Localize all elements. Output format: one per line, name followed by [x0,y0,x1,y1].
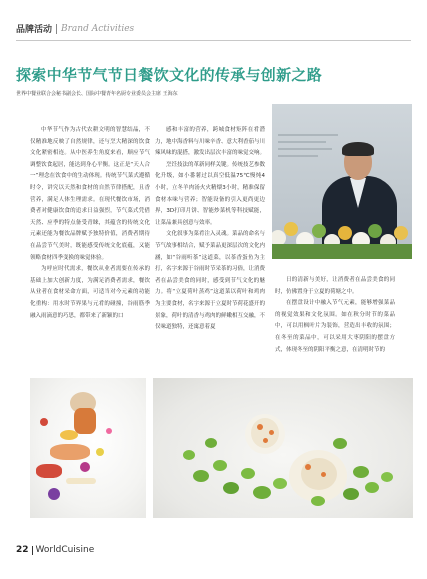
paragraph: 在摆盘设计中融入节气元素，能够增强菜品的视觉效果和文化氛围。如在秋分时节的菜品中，可以用枫叶片为装饰，营造出丰收的氛围；在冬至的菜品中，可以采用大枣阴阳的摆盘方式，体现冬至的阴阳平衡之意，在清明时节的 [275,300,395,353]
paragraph: 日的清新与美好，让消费者在品尝美食的同时，仿佛置身于立夏的荷塘之中。 [275,277,395,295]
paragraph: 中华节气作为古代农耕文明的智慧结晶，不仅精准地反映了自然规律，还与烹大精深的饮食文化紧密相连。从中医养生角度来看，顺应节气调整饮食起居，能达到身心平衡。这正是“天人合一”理念在饮食中的生动体现。传统节气菜式遵循时令，讲究以天然和食材的自然节律搭配，且香营养，满足人体生理需求。在现代餐饮市场，消费者对健康饮食的追求日益强烈，节气菜式凭借天然、应季的特点备受青睐，其蕴含的传统文化元素还能为餐饮品牌赋予独特价值，消费者期待在品尝节气美时，既能感受传统文化底蕴，又能领略食材四季变换的味觉体验。 [30,127,150,261]
page-number: 22 [16,545,29,555]
dish-photo-1 [30,378,146,518]
paragraph: 为呼应时代需求，餐饮从业者需要在传承的基础上加大创新力度，为满足消费者需求，餐饮从业者在食材采命方面，可适当对今元素的功能化重构：用水时节界果与元肴的碰撞，谷雨筋季融入雨滴意的巧思，都带来了新颖的口 [30,266,150,319]
article-column-3 [275,275,395,356]
article-column-2 [155,125,265,334]
page-footer [16,545,94,555]
article-title: 探索中华节气节日餐饮文化的传承与创新之路 [16,66,323,84]
flower-arrangement [272,212,412,259]
article-byline: 世界中餐业联合会秘书副会长、国际中餐青年名厨专业委员会主席 王海东 [16,91,178,97]
header-rule [16,40,411,41]
dish-photo-2 [153,378,413,518]
footer-divider [32,546,33,555]
speaker-hair [342,142,374,156]
backdrop-banner [278,134,348,170]
paragraph: 感和丰富的营养，跨城食材矩阵在肴潜力，地中海香料与川味辛香、意大利香茄与川辣风味的混搭，激发出层次丰富的味觉交响。 [155,127,266,157]
speaker-photo [272,104,412,259]
section-header [16,22,134,35]
magazine-name: WorldCuisine [35,545,95,555]
article-column-1 [30,125,150,322]
section-label-cn: 品牌活动 [16,25,53,35]
section-label-en: Brand Activities [61,23,135,34]
header-divider [56,24,57,34]
paragraph: 烹饪技法的革新同样关键。传统技艺参数化升级，如小番薯过以真空低温75℃慢炖4小时，立冬羊肉汤火火精煨3小时，精准保留食材本味与营养；智能设备的引入更尚更边界，3D打印月饼、智能炒菜机等科技赋能，让菜品兼具创意与效率。 [155,161,266,226]
paragraph: 文化叙事为菜肴注入灵魂。菜品的命名与节气故事相结合，赋予菜品更深层次的文化内涵，如“谷雨听茶”这道菜，以茶香蛋鱼为主打，名字来源于谷雨时节采茶的习俗，让消费者在品尝美食的同时，感受到节气文化的魅力。将“立夏荷叶蒸鸡”这道菜以荷叶和鸡肉为主要食材，名字来源于立夏时节荷花盛开的景象，荷叶的清香与鸡肉的鲜嫩相互交融，不仅味道独特，还寓意着夏 [155,231,266,331]
